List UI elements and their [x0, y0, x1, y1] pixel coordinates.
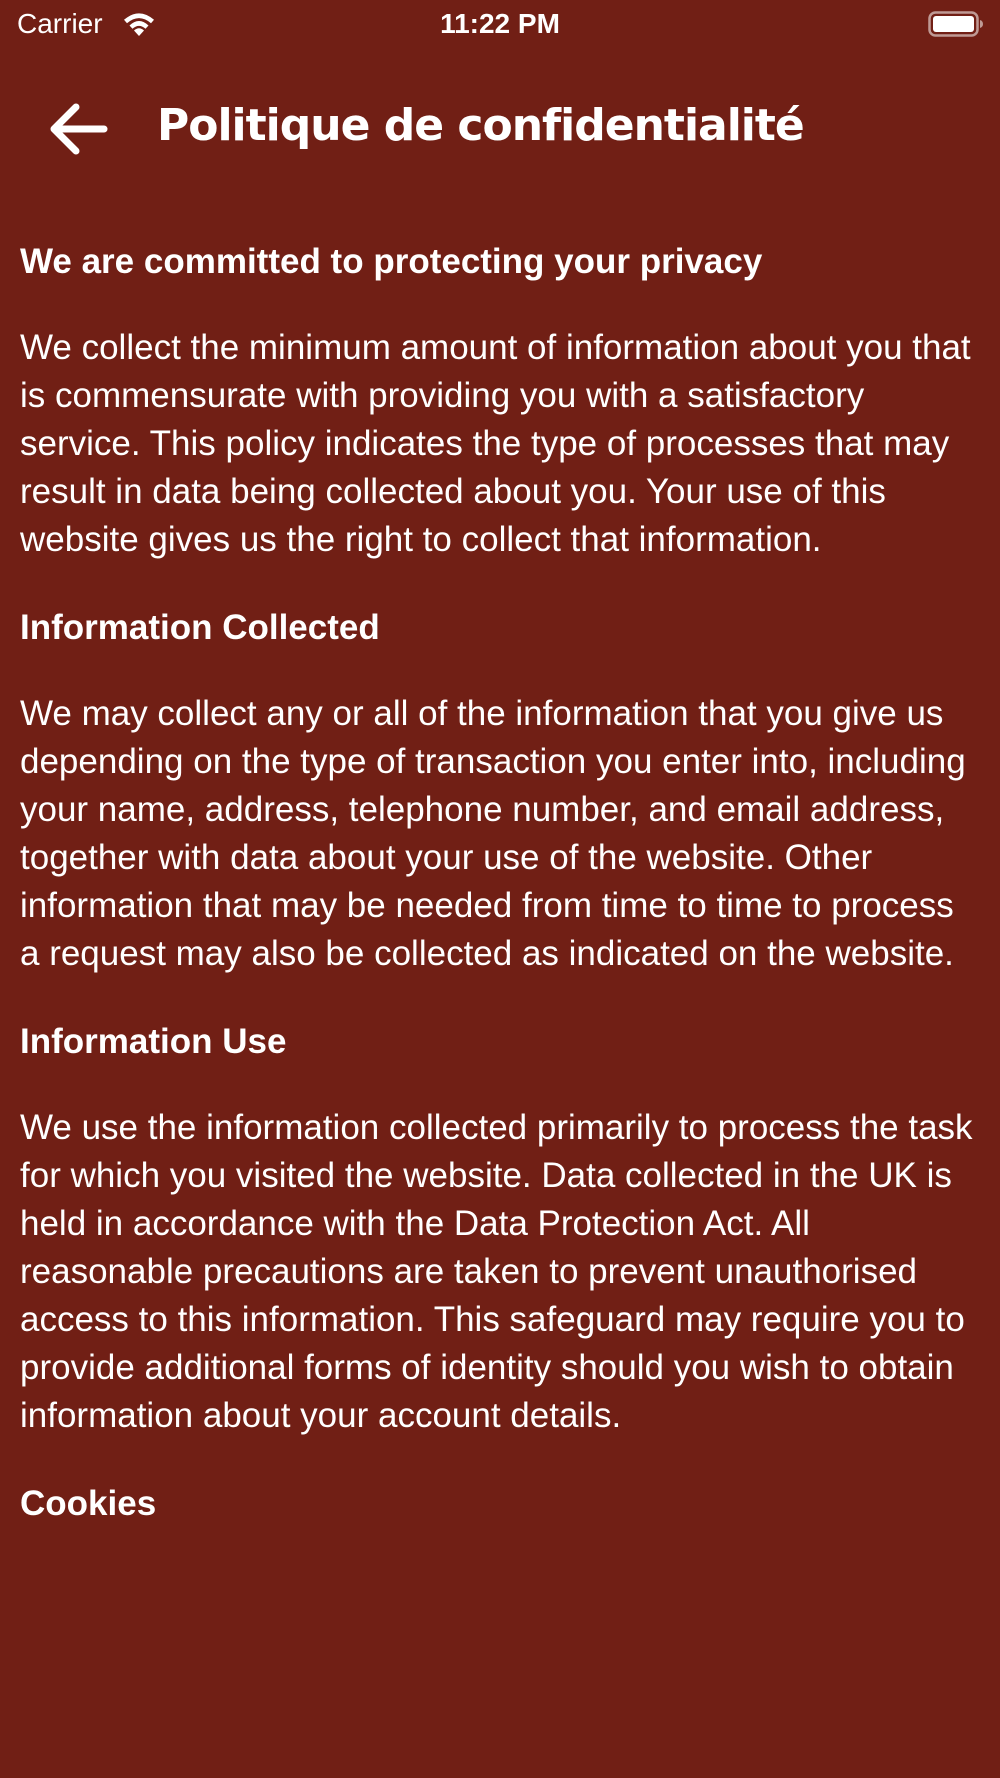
arrow-left-icon: [48, 103, 108, 155]
carrier-label: Carrier: [17, 8, 103, 39]
page-title: Politique de confidentialité: [157, 100, 804, 151]
navigation-bar: [0, 80, 1000, 176]
battery-icon: [928, 11, 984, 37]
section-heading-information-collected: Information Collected: [20, 608, 380, 647]
section-heading-information-use: Information Use: [20, 1022, 287, 1061]
bottom-area: [0, 1653, 1000, 1778]
section-body-information-collected: We may collect any or all of the information that you give us depending on the type of transaction you enter into, including your name, address, telephone number, and email address, together with data about your use of the website. Other information that may be needed from time to time to process a request may also be collected as indicated on the website.: [20, 694, 966, 973]
section-body-information-use: We use the information collected primarily to process the task for which you visited the website. Data collected in the UK is held in accordance with the Data Protection Act. All reasonable precautions are taken to prevent unauthorised access to this information. This safeguard may require you to provide additional forms of identity should you wish to obtain information about your account details.: [20, 1108, 973, 1435]
back-button[interactable]: [36, 92, 120, 166]
section-heading-privacy: We are committed to protecting your privacy: [20, 242, 763, 281]
section-body-privacy: We collect the minimum amount of information about you that is commensurate with providing you with a satisfactory service. This policy indicates the type of processes that may result in data being collected about you. Your use of this website gives us the right to collect that information.: [20, 328, 971, 559]
status-bar: [0, 0, 1000, 52]
privacy-policy-content[interactable]: [20, 238, 980, 1653]
section-heading-cookies: Cookies: [20, 1484, 157, 1523]
clock: 11:22 PM: [440, 8, 560, 39]
